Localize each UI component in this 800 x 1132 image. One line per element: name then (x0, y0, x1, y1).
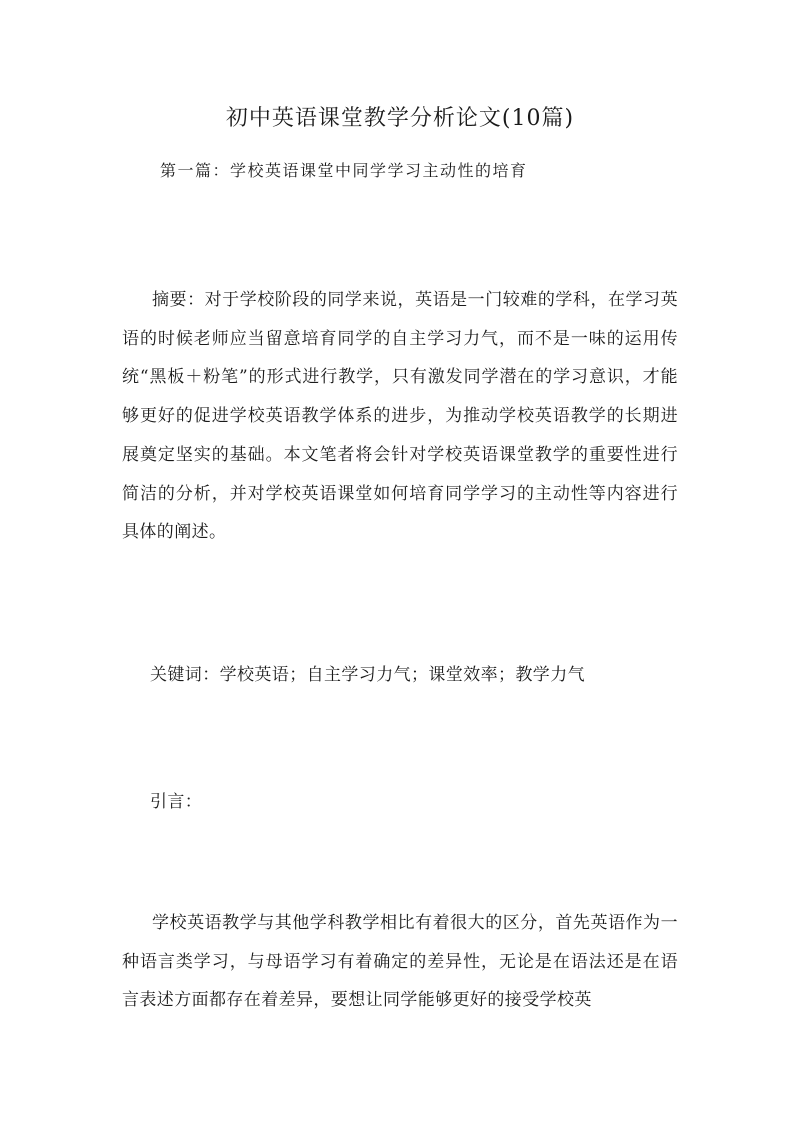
chapter-subtitle: 第一篇：学校英语课堂中同学学习主动性的培育 (160, 161, 528, 180)
document-title: 初中英语课堂教学分析论文(10篇) (225, 106, 575, 131)
body-paragraph: 学校英语教学与其他学科教学相比有着很大的区分，首先英语作为一种语言类学习，与母语学习有着确定的差异性，无论是在语法还是在语言表述方面都存在着差异，要想让同学能够更好的接受学校英 (122, 913, 678, 1011)
abstract-paragraph: 摘要：对于学校阶段的同学来说，英语是一门较难的学科，在学习英语的时候老师应当留意培育同学的自主学习力气，而不是一味的运用传统“黑板＋粉笔”的形式进行教学，只有激发同学潜在的学习意识，才能够更好的促进学校英语教学体系的进步，为推动学校英语教学的长期进展奠定坚实的基础。本文笔者将会针对学校英语课堂教学的重要性进行简洁的分析，并对学校英语课堂如何培育同学学习的主动性等内容进行具体的阐述。 (122, 290, 678, 543)
introduction-heading: 引言： (150, 792, 203, 812)
keywords-line: 关键词：学校英语；自主学习力气；课堂效率；教学力气 (150, 665, 585, 685)
